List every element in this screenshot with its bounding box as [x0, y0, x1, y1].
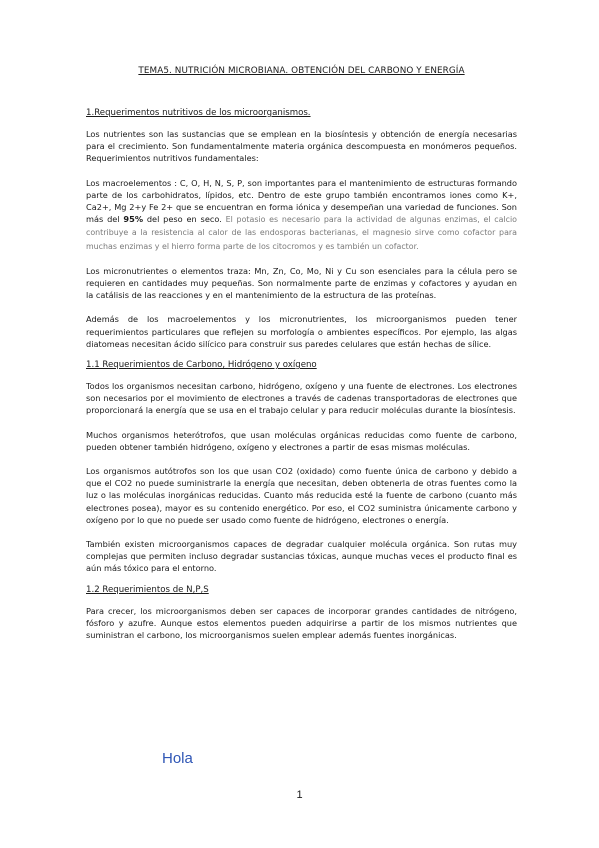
paragraph-macroelementos	[86, 177, 517, 253]
paragraph-electrones: Todos los organismos necesitan carbono, hidrógeno, oxígeno y una fuente de electrones. Los electrones son necesarios por el movimiento de electrones a través de cadenas transportadoras de electrones que proporcionará la energía que se usa en el trabajo celular y para reducir moléculas durante la biosíntesis.	[86, 381, 517, 416]
page-content	[86, 66, 517, 653]
page-number: 1	[296, 789, 303, 801]
macro-text-a: Los macroelementos : C, O, H, N, S, P, son importantes para el mantenimiento de estructuras formando parte de los carbohidratos, lípidos, etc. Dentro de este grupo también encontramos iones como K+, Ca2+, Mg 2+y Fe 2+ que se encuentran en forma iónica y desempeñan una variedad de funciones. Son más del	[86, 177, 517, 225]
paragraph-nps: Para crecer, los microorganismos deben ser capaces de incorporar grandes cantidades de nitrógeno, fósforo y azufre. Aunque estos elementos pueden adquirirse a partir de los mismos nutrientes que suministran el carbono, los microorganismos suelen emplear además fuentes inorgánicas.	[86, 605, 517, 641]
paragraph-micronutrientes: Los micronutrientes o elementos traza: Mn, Zn, Co, Mo, Ni y Cu son esenciales para la célula pero se requieren en cantidades muy pequeñas. Son normalmente parte de enzimas y cofactores y ayudan en la catálisis de las reacciones y en el mantenimiento de la estructura de las proteínas.	[86, 265, 517, 301]
paragraph-autotrofos: Los organismos autótrofos son los que usan CO2 (oxidado) como fuente única de carbono y debido a que el CO2 no puede suministrarle la energía que necesitan, deben obtenerla de otras fuentes como la luz o las moléculas inorgánicas reducidas. Cuanto más reducida esté la fuente de carbono (cuanto más electrones posea), mayor es su contenido energético. Por eso, el CO2 suministra únicamente carbono y oxígeno por lo que no puede ser usado como fuente de hidrógeno, electrones o energía.	[86, 466, 517, 525]
document-title: TEMA5. NUTRICIÓN MICROBIANA. OBTENCIÓN DEL CARBONO Y ENERGÍA	[138, 66, 465, 76]
paragraph-heterotrofos: Muchos organismos heterótrofos, que usan moléculas orgánicas reducidas como fuente de carbono, pueden obtener también hidrógeno, oxígeno y electrones a partir de esas mismas moléculas.	[86, 429, 517, 452]
paragraph-degradacion: También existen microorganismos capaces de degradar cualquier molécula orgánica. Son rutas muy complejas que permiten incluso degradar sustancias tóxicas, aunque muchas veces el producto final es aún más tóxico para el entorno.	[86, 539, 517, 574]
paragraph-intro: Los nutrientes son las sustancias que se emplean en la biosíntesis y obtención de energía necesarias para el crecimiento. Son fundamentalmente materia orgánica descompuesta en monómeros pequeños. Requerimientos nutritivos fundamentales:	[86, 129, 517, 164]
paragraph-requerimientos-particulares: Además de los macroelementos y los micronutrientes, los microorganismos pueden tener requerimientos particulares que reflejen su morfología o ambientes específicos. Por ejemplo, las algas diatomeas necesitan ácido silícico para construir sus paredes celulares que están hechas de sílice.	[86, 314, 517, 349]
macro-percentage: 95%	[123, 214, 144, 225]
macro-gray-note: El potasio es necesario para la actividad de algunas enzimas, el calcio contribuye a la resistencia al calor de las endosporas bacterianas, el magnesio sirve como cofactor para muchas enzimas y el hierro forma parte de los citocromos y es también un cofactor.	[86, 215, 518, 251]
section-heading-carbono: 1.1 Requerimientos de Carbono, Hidrógeno y oxígeno	[86, 360, 317, 371]
handwritten-note: Hola	[162, 750, 193, 767]
section-heading-nps: 1.2 Requerimientos de N,P,S	[86, 584, 209, 595]
section-heading-requerimientos: 1.Requerimentos nutritivos de los microorganismos.	[86, 108, 311, 118]
macro-text-b: del peso en seco.	[143, 214, 226, 225]
